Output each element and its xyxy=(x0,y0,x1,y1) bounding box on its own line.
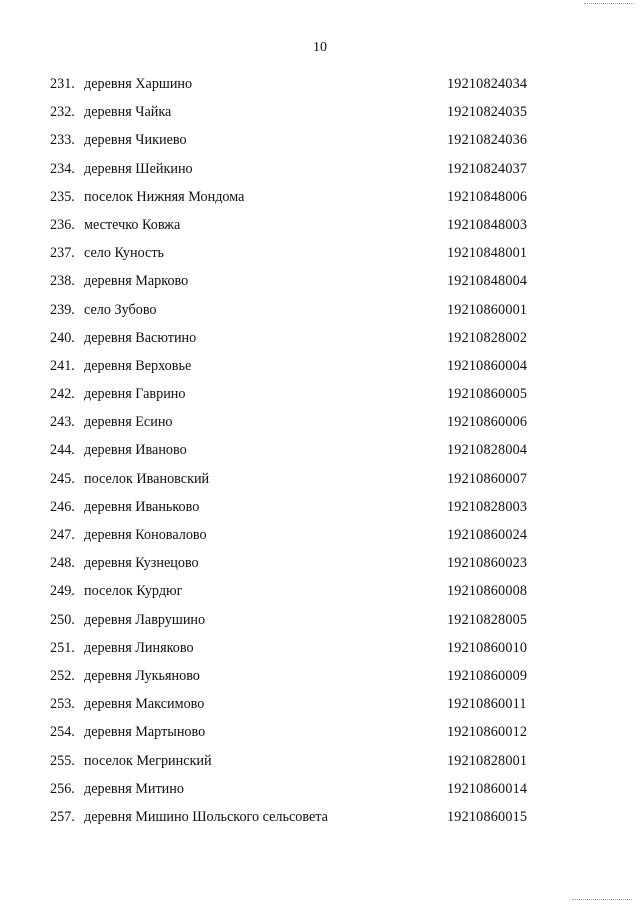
list-item xyxy=(0,187,640,215)
oktmo-code: 19210860011 xyxy=(447,696,527,713)
list-item xyxy=(0,807,640,835)
settlement-name: деревня Гаврино xyxy=(84,386,186,403)
oktmo-code: 19210860015 xyxy=(447,808,528,825)
list-item xyxy=(0,215,640,243)
settlement-name: поселок Курдюг xyxy=(84,583,183,600)
item-number: 253. xyxy=(50,696,75,713)
list-item xyxy=(0,694,640,722)
list-item xyxy=(0,751,640,779)
scan-mark-top-right xyxy=(584,0,634,4)
oktmo-code: 19210848006 xyxy=(447,188,528,205)
settlement-name: деревня Лукьяново xyxy=(84,667,200,684)
list-item xyxy=(0,722,640,750)
item-number: 235. xyxy=(50,188,75,205)
settlement-name: деревня Кузнецово xyxy=(84,555,199,572)
item-number: 234. xyxy=(50,160,75,177)
list-item xyxy=(0,666,640,694)
item-number: 239. xyxy=(50,301,75,318)
settlement-name: деревня Харшино xyxy=(84,76,193,92)
list-item xyxy=(0,102,640,130)
list-item xyxy=(0,497,640,525)
oktmo-code: 19210824036 xyxy=(447,132,528,149)
item-number: 236. xyxy=(50,216,75,233)
oktmo-code: 19210860010 xyxy=(447,639,528,656)
list-item xyxy=(0,779,640,807)
page-number: 10 xyxy=(313,40,327,55)
item-number: 240. xyxy=(50,329,75,346)
list-item xyxy=(0,553,640,581)
item-number: 252. xyxy=(50,667,75,684)
list-item xyxy=(0,328,640,356)
settlement-name: деревня Лаврушино xyxy=(84,611,206,628)
oktmo-code: 19210824035 xyxy=(447,104,528,121)
item-number: 242. xyxy=(50,386,75,403)
oktmo-code: 19210824037 xyxy=(447,160,528,177)
oktmo-code: 19210860006 xyxy=(447,414,528,431)
list-item xyxy=(0,356,640,384)
list-item xyxy=(0,300,640,328)
list-item xyxy=(0,243,640,271)
settlement-name: деревня Есино xyxy=(84,414,173,431)
settlement-name: деревня Линяково xyxy=(84,639,194,656)
list-item xyxy=(0,440,640,468)
oktmo-code: 19210848003 xyxy=(447,216,528,233)
item-number: 237. xyxy=(50,245,75,262)
list-item xyxy=(0,130,640,158)
oktmo-code: 19210828002 xyxy=(447,329,528,346)
item-number: 248. xyxy=(50,555,75,572)
settlement-name: деревня Чайка xyxy=(84,104,172,121)
settlement-list xyxy=(0,74,640,835)
settlement-name: село Куность xyxy=(84,245,164,262)
settlement-name: деревня Иваньково xyxy=(84,498,200,515)
item-number: 255. xyxy=(50,752,75,769)
settlement-name: поселок Нижняя Мондома xyxy=(84,188,245,205)
item-number: 243. xyxy=(50,414,75,431)
item-number: 247. xyxy=(50,527,75,543)
oktmo-code: 19210824034 xyxy=(447,76,528,92)
item-number: 241. xyxy=(50,357,75,374)
oktmo-code: 19210860005 xyxy=(447,386,528,403)
oktmo-code: 19210860023 xyxy=(447,555,528,572)
oktmo-code: 19210848001 xyxy=(447,245,528,262)
settlement-name: деревня Мишино Шольского сельсовета xyxy=(84,808,328,825)
settlement-name: деревня Верховье xyxy=(84,357,192,374)
scan-mark-bottom-right xyxy=(572,899,632,903)
oktmo-code: 19210848004 xyxy=(447,273,528,290)
item-number: 254. xyxy=(50,724,75,741)
list-item xyxy=(0,610,640,638)
oktmo-code: 19210828003 xyxy=(447,498,528,515)
item-number: 233. xyxy=(50,132,75,149)
settlement-name: деревня Мартыново xyxy=(84,724,206,741)
oktmo-code: 19210860024 xyxy=(447,527,528,543)
oktmo-code: 19210828004 xyxy=(447,442,528,459)
settlement-name: деревня Максимово xyxy=(84,696,205,713)
item-number: 231. xyxy=(50,76,75,92)
oktmo-code: 19210860004 xyxy=(447,357,528,374)
item-number: 246. xyxy=(50,498,75,515)
list-item xyxy=(0,384,640,412)
item-number: 257. xyxy=(50,808,75,825)
settlement-name: деревня Чикиево xyxy=(84,132,187,149)
item-number: 249. xyxy=(50,583,75,600)
list-item xyxy=(0,412,640,440)
settlement-name: деревня Митино xyxy=(84,780,184,797)
list-item xyxy=(0,581,640,609)
list-item xyxy=(0,469,640,497)
oktmo-code: 19210860001 xyxy=(447,301,528,318)
item-number: 251. xyxy=(50,639,75,656)
settlement-name: поселок Ивановский xyxy=(84,470,210,487)
list-item xyxy=(0,74,640,102)
settlement-name: деревня Коновалово xyxy=(84,527,207,543)
settlement-name: деревня Иваново xyxy=(84,442,187,459)
oktmo-code: 19210860012 xyxy=(447,724,528,741)
list-item xyxy=(0,638,640,666)
item-number: 245. xyxy=(50,470,75,487)
item-number: 250. xyxy=(50,611,75,628)
oktmo-code: 19210860009 xyxy=(447,667,528,684)
oktmo-code: 19210828001 xyxy=(447,752,528,769)
list-item xyxy=(0,159,640,187)
settlement-name: село Зубово xyxy=(84,301,157,318)
item-number: 232. xyxy=(50,104,75,121)
item-number: 244. xyxy=(50,442,75,459)
oktmo-code: 19210860014 xyxy=(447,780,528,797)
item-number: 238. xyxy=(50,273,75,290)
settlement-name: поселок Мегринский xyxy=(84,752,212,769)
list-item xyxy=(0,525,640,553)
oktmo-code: 19210860007 xyxy=(447,470,528,487)
oktmo-code: 19210860008 xyxy=(447,583,528,600)
settlement-name: деревня Васютино xyxy=(84,329,197,346)
item-number: 256. xyxy=(50,780,75,797)
list-item xyxy=(0,271,640,299)
settlement-name: местечко Ковжа xyxy=(84,216,181,233)
settlement-name: деревня Шейкино xyxy=(84,160,193,177)
settlement-name: деревня Марково xyxy=(84,273,189,290)
oktmo-code: 19210828005 xyxy=(447,611,528,628)
